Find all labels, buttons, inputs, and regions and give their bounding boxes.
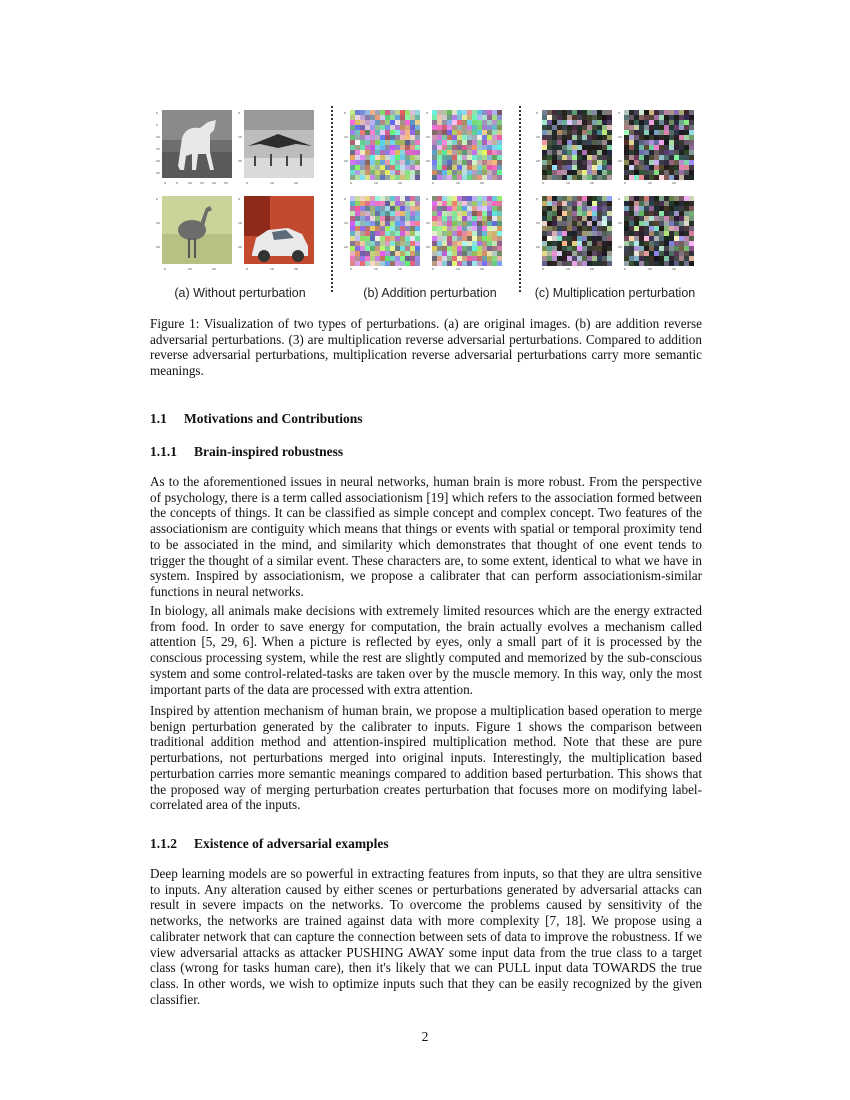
svg-text:0: 0: [618, 197, 620, 201]
svg-text:10: 10: [618, 135, 622, 139]
svg-text:0: 0: [164, 267, 166, 271]
page-number: 2: [421, 1029, 429, 1044]
svg-text:0: 0: [432, 267, 434, 271]
svg-text:25: 25: [224, 181, 228, 185]
addition-perturbation-image: [344, 194, 426, 274]
addition-perturbation-image: [426, 108, 508, 188]
svg-text:10: 10: [188, 267, 192, 271]
svg-text:20: 20: [480, 181, 484, 185]
section-number: 1.1: [150, 411, 167, 426]
svg-text:20: 20: [212, 181, 216, 185]
svg-text:10: 10: [374, 267, 378, 271]
svg-text:20: 20: [426, 159, 430, 163]
svg-text:20: 20: [672, 181, 676, 185]
svg-text:10: 10: [344, 221, 348, 225]
panel-caption-a: (a) Without perturbation: [174, 286, 306, 300]
svg-text:10: 10: [648, 267, 652, 271]
figure-caption: Figure 1: Visualization of two types of perturbations. (a) are original images. (b) are addition reverse adversarial perturbations. (3) are multiplication reverse adversarial perturbations. Compared to addition reverse adversarial perturbations, multiplication reverse adversarial perturbations carry more semantic meanings.: [150, 316, 702, 378]
svg-text:0: 0: [542, 181, 544, 185]
svg-text:0: 0: [542, 267, 544, 271]
multiplication-perturbation-image: [536, 194, 618, 274]
svg-text:20: 20: [294, 181, 298, 185]
svg-text:0: 0: [156, 111, 158, 115]
panel-multiplication-perturbation: [528, 100, 702, 300]
figure-1: [150, 100, 702, 300]
panel-caption-b: (b) Addition perturbation: [363, 286, 497, 300]
svg-text:20: 20: [212, 267, 216, 271]
svg-text:20: 20: [618, 245, 622, 249]
svg-text:20: 20: [672, 267, 676, 271]
svg-text:25: 25: [156, 171, 160, 175]
svg-text:20: 20: [398, 267, 402, 271]
addition-perturbation-image: [344, 108, 426, 188]
svg-text:20: 20: [536, 245, 540, 249]
svg-text:20: 20: [156, 159, 160, 163]
svg-text:10: 10: [566, 267, 570, 271]
svg-text:20: 20: [344, 159, 348, 163]
svg-text:0: 0: [536, 197, 538, 201]
svg-text:0: 0: [536, 111, 538, 115]
svg-text:5: 5: [176, 181, 178, 185]
image-ostrich: [156, 194, 238, 274]
paragraph: In biology, all animals make decisions with extremely limited resources which are the energy extracted from food. In order to save energy for computation, the brain actually evolves a mechanism called attention [5, 29, 6]. When a picture is reflected by eyes, only a small part of it is processed by the conscious processing system, while the rest are slightly computed and memorized by the sub-conscious system and some control-related-tasks are taken over by the muscle memory. In this way, only the most important parts of the data are processed with extra attention.: [150, 603, 702, 697]
svg-text:10: 10: [270, 181, 274, 185]
svg-text:20: 20: [618, 159, 622, 163]
paragraph: Inspired by attention mechanism of human brain, we propose a multiplication based operation to merge benign perturbation generated by the calibrater to inputs. Figure 1 shows the comparison between traditional addition method and attention-inspired multiplication method. Note that these are pure perturbations, not perturbations merged into original inputs. Interestingly, the multiplication based perturbation carries more semantic meanings compared to addition based perturbation. This shows that the proposed way of merging perturbation creates perturbation that focuses more on modifying label-correlated area of the inputs.: [150, 703, 702, 813]
svg-text:20: 20: [156, 245, 160, 249]
panel-separator: [331, 106, 333, 292]
svg-text:15: 15: [200, 181, 204, 185]
svg-text:10: 10: [156, 135, 160, 139]
svg-text:10: 10: [374, 181, 378, 185]
svg-text:10: 10: [344, 135, 348, 139]
panel-addition-perturbation: [340, 100, 520, 300]
svg-text:20: 20: [238, 245, 242, 249]
svg-text:10: 10: [238, 221, 242, 225]
svg-text:10: 10: [566, 181, 570, 185]
svg-text:20: 20: [536, 159, 540, 163]
svg-text:10: 10: [156, 221, 160, 225]
svg-text:0: 0: [246, 267, 248, 271]
svg-text:0: 0: [624, 267, 626, 271]
svg-text:20: 20: [590, 181, 594, 185]
svg-text:0: 0: [344, 197, 346, 201]
multiplication-perturbation-image: [618, 194, 700, 274]
panel-caption-c: (c) Multiplication perturbation: [534, 286, 696, 300]
svg-text:10: 10: [618, 221, 622, 225]
svg-text:10: 10: [238, 135, 242, 139]
panel-without-perturbation: [150, 100, 330, 300]
svg-text:0: 0: [238, 111, 240, 115]
paragraph: As to the aforementioned issues in neural networks, human brain is more robust. From the perspective of psychology, there is a term called associationism [19] which refers to the association formed between the concepts of things. It can be classified as simple concept and complex concept. Two features of the associationism are contiguity which means that things or events with spatial or temporal proximity tend to be associated in the mind, and similarity which demonstrates that thought of one event tends to trigger the thought of a similar event. These characters are, to some extent, identical to what we have in system. Inspired by associationism, we propose a calibrater that can perform associationism-similar functions in neural networks.: [150, 474, 702, 599]
svg-text:20: 20: [426, 245, 430, 249]
svg-text:0: 0: [156, 197, 158, 201]
svg-text:0: 0: [344, 111, 346, 115]
svg-text:0: 0: [426, 197, 428, 201]
section-title: Motivations and Contributions: [184, 411, 363, 426]
svg-text:20: 20: [238, 159, 242, 163]
svg-text:20: 20: [294, 267, 298, 271]
svg-text:20: 20: [344, 245, 348, 249]
subsection-title: Brain-inspired robustness: [194, 444, 344, 459]
svg-text:10: 10: [426, 221, 430, 225]
svg-text:20: 20: [480, 267, 484, 271]
svg-text:20: 20: [398, 181, 402, 185]
svg-text:0: 0: [238, 197, 240, 201]
svg-text:10: 10: [536, 135, 540, 139]
subsection-title: Existence of adversarial examples: [194, 836, 389, 851]
subsection-number: 1.1.1: [150, 444, 177, 459]
panel-separator: [519, 106, 521, 292]
paragraph: Deep learning models are so powerful in extracting features from inputs, so that they are ultra sensitive to inputs. Any alteration caused by either scenes or perturbations generated by adversarial attacks can result in severe impacts on the networks. To overcome the problems caused by sensitivity of the networks, the networks are trained against data with more complexity [7, 18]. We propose using a calibrater network that can capture the connection between sets of data to improve the robustness. If we view adversarial attacks as attacker PUSHING AWAY some input data from the true class to a target class (wrong for tasks human care), then it's likely that we can PULL input data TOWARDS the true class. In other words, we wish to optimize inputs such that they can be easily recognized by the given classifier.: [150, 866, 702, 1007]
svg-text:10: 10: [536, 221, 540, 225]
svg-text:10: 10: [270, 267, 274, 271]
svg-text:0: 0: [164, 181, 166, 185]
svg-text:5: 5: [156, 123, 158, 127]
addition-perturbation-image: [426, 194, 508, 274]
section-heading: [150, 411, 363, 427]
multiplication-perturbation-image: [618, 108, 700, 188]
subsection-heading: [150, 444, 343, 460]
svg-text:0: 0: [350, 181, 352, 185]
image-car: [238, 194, 320, 274]
svg-text:15: 15: [156, 147, 160, 151]
svg-text:20: 20: [590, 267, 594, 271]
svg-text:10: 10: [456, 267, 460, 271]
multiplication-perturbation-image: [536, 108, 618, 188]
image-horse: [156, 108, 238, 188]
svg-text:0: 0: [624, 181, 626, 185]
image-airplane: [238, 108, 320, 188]
svg-text:0: 0: [246, 181, 248, 185]
subsection-heading: [150, 836, 389, 852]
svg-text:10: 10: [456, 181, 460, 185]
svg-text:0: 0: [432, 181, 434, 185]
svg-text:10: 10: [426, 135, 430, 139]
subsection-number: 1.1.2: [150, 836, 177, 851]
svg-text:0: 0: [618, 111, 620, 115]
svg-text:10: 10: [188, 181, 192, 185]
svg-text:0: 0: [350, 267, 352, 271]
svg-text:10: 10: [648, 181, 652, 185]
svg-text:0: 0: [426, 111, 428, 115]
